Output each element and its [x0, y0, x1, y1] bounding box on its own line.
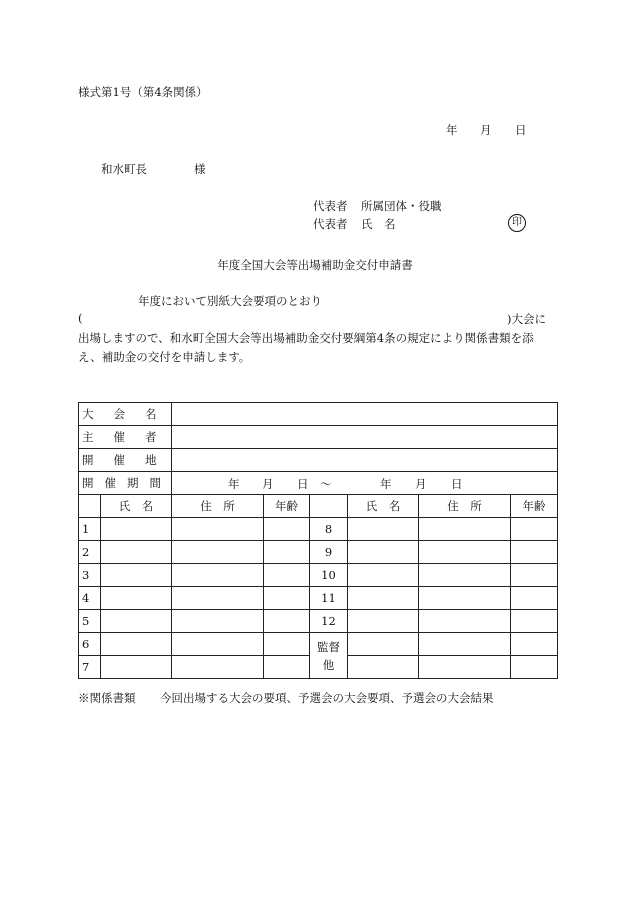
- age-cell[interactable]: [511, 541, 558, 564]
- address-cell[interactable]: [419, 518, 511, 541]
- supervisor-label-line-1: 監督: [317, 639, 340, 654]
- address-cell[interactable]: [172, 564, 264, 587]
- row-number: 11: [310, 587, 348, 610]
- honorific: 様: [194, 162, 206, 176]
- representative-name-label: 氏 名: [361, 217, 396, 231]
- header-name-left: 氏 名: [101, 495, 172, 518]
- name-cell[interactable]: [101, 541, 172, 564]
- age-cell[interactable]: [511, 610, 558, 633]
- row-number: 1: [79, 518, 101, 541]
- header-age-left: 年齢: [264, 495, 310, 518]
- venue-label: 開催地: [79, 449, 172, 472]
- table-row: [79, 426, 558, 449]
- address-cell[interactable]: [172, 518, 264, 541]
- table-row: [79, 564, 558, 587]
- age-cell[interactable]: [264, 564, 310, 587]
- header-blank-right: [310, 495, 348, 518]
- table-header-row: [79, 495, 558, 518]
- name-cell[interactable]: [348, 610, 419, 633]
- table-row: [79, 518, 558, 541]
- header-blank: [79, 495, 101, 518]
- name-cell[interactable]: [101, 633, 172, 656]
- name-cell[interactable]: [348, 587, 419, 610]
- age-cell[interactable]: [511, 633, 558, 656]
- name-cell[interactable]: [348, 656, 419, 679]
- event-name-input[interactable]: [172, 403, 558, 426]
- address-cell[interactable]: [172, 633, 264, 656]
- row-number: 5: [79, 610, 101, 633]
- age-cell[interactable]: [264, 610, 310, 633]
- name-cell[interactable]: [348, 518, 419, 541]
- name-cell[interactable]: [101, 587, 172, 610]
- row-number: 4: [79, 587, 101, 610]
- name-cell[interactable]: [101, 564, 172, 587]
- representative-label: 代表者: [313, 199, 348, 213]
- table-row: [79, 403, 558, 426]
- row-number: 12: [310, 610, 348, 633]
- table-row: [79, 633, 558, 656]
- period-start-month: 月: [262, 477, 274, 491]
- table-row: [79, 541, 558, 564]
- date-day: 日: [515, 123, 527, 137]
- address-cell[interactable]: [172, 610, 264, 633]
- address-cell[interactable]: [172, 541, 264, 564]
- address-cell[interactable]: [419, 564, 511, 587]
- address-cell[interactable]: [419, 541, 511, 564]
- row-number: 3: [79, 564, 101, 587]
- period-tilde: 〜: [320, 477, 332, 491]
- document-title: 年度全国大会等出場補助金交付申請書: [217, 258, 413, 272]
- supervisor-label: [310, 633, 348, 679]
- name-cell[interactable]: [101, 656, 172, 679]
- age-cell[interactable]: [264, 587, 310, 610]
- name-cell[interactable]: [348, 633, 419, 656]
- event-paren-close: )大会に: [507, 312, 546, 326]
- address-cell[interactable]: [419, 610, 511, 633]
- name-cell[interactable]: [348, 541, 419, 564]
- organizer-label: 主催者: [79, 426, 172, 449]
- address-cell[interactable]: [172, 587, 264, 610]
- date-year: 年: [446, 123, 458, 137]
- table-row: [79, 610, 558, 633]
- age-cell[interactable]: [511, 656, 558, 679]
- form-number: 様式第1号（第4条関係）: [78, 85, 208, 99]
- seal-mark: 印: [508, 214, 526, 232]
- period-end-year: 年: [380, 477, 392, 491]
- address-cell[interactable]: [419, 633, 511, 656]
- event-paren-open: (: [78, 311, 83, 325]
- age-cell[interactable]: [511, 564, 558, 587]
- period-end-day: 日: [451, 477, 463, 491]
- body-line-1: 年度において別紙大会要項のとおり: [138, 294, 322, 308]
- name-cell[interactable]: [101, 518, 172, 541]
- age-cell[interactable]: [264, 633, 310, 656]
- age-cell[interactable]: [511, 518, 558, 541]
- period-end-month: 月: [415, 477, 427, 491]
- age-cell[interactable]: [511, 587, 558, 610]
- row-number: 6: [79, 633, 101, 656]
- name-cell[interactable]: [348, 564, 419, 587]
- period-start-day: 日: [297, 477, 309, 491]
- date-month: 月: [480, 123, 492, 137]
- body-line-3: え、補助金の交付を申請します。: [78, 350, 251, 364]
- period-input[interactable]: [172, 472, 558, 495]
- table-row: [79, 472, 558, 495]
- age-cell[interactable]: [264, 541, 310, 564]
- header-name-right: 氏 名: [348, 495, 419, 518]
- period-start-year: 年: [228, 477, 240, 491]
- related-documents-text: 今回出場する大会の要項、予選会の大会要項、予選会の大会結果: [160, 691, 494, 705]
- row-number: 7: [79, 656, 101, 679]
- header-address-right: 住 所: [419, 495, 511, 518]
- participant-table: [78, 402, 558, 679]
- row-number: 2: [79, 541, 101, 564]
- address-cell[interactable]: [172, 656, 264, 679]
- name-cell[interactable]: [101, 610, 172, 633]
- event-name-label: 大会名: [79, 403, 172, 426]
- age-cell[interactable]: [264, 656, 310, 679]
- representative-affiliation: 所属団体・役職: [361, 199, 442, 213]
- address-cell[interactable]: [419, 656, 511, 679]
- period-label: 開催期間: [79, 472, 172, 495]
- related-documents-label: ※関係書類: [78, 691, 136, 705]
- table-row: [79, 449, 558, 472]
- header-age-right: 年齢: [511, 495, 558, 518]
- header-address-left: 住 所: [172, 495, 264, 518]
- organizer-input[interactable]: [172, 426, 558, 449]
- age-cell[interactable]: [264, 518, 310, 541]
- row-number: 8: [310, 518, 348, 541]
- venue-input[interactable]: [172, 449, 558, 472]
- addressee: 和水町長: [101, 162, 147, 176]
- address-cell[interactable]: [419, 587, 511, 610]
- supervisor-label-line-2: 他: [322, 657, 335, 672]
- representative-label-2: 代表者: [313, 217, 348, 231]
- row-number: 9: [310, 541, 348, 564]
- body-line-2: 出場しますので、和水町全国大会等出場補助金交付要綱第4条の規定により関係書類を添: [78, 331, 534, 345]
- table-row: [79, 587, 558, 610]
- row-number: 10: [310, 564, 348, 587]
